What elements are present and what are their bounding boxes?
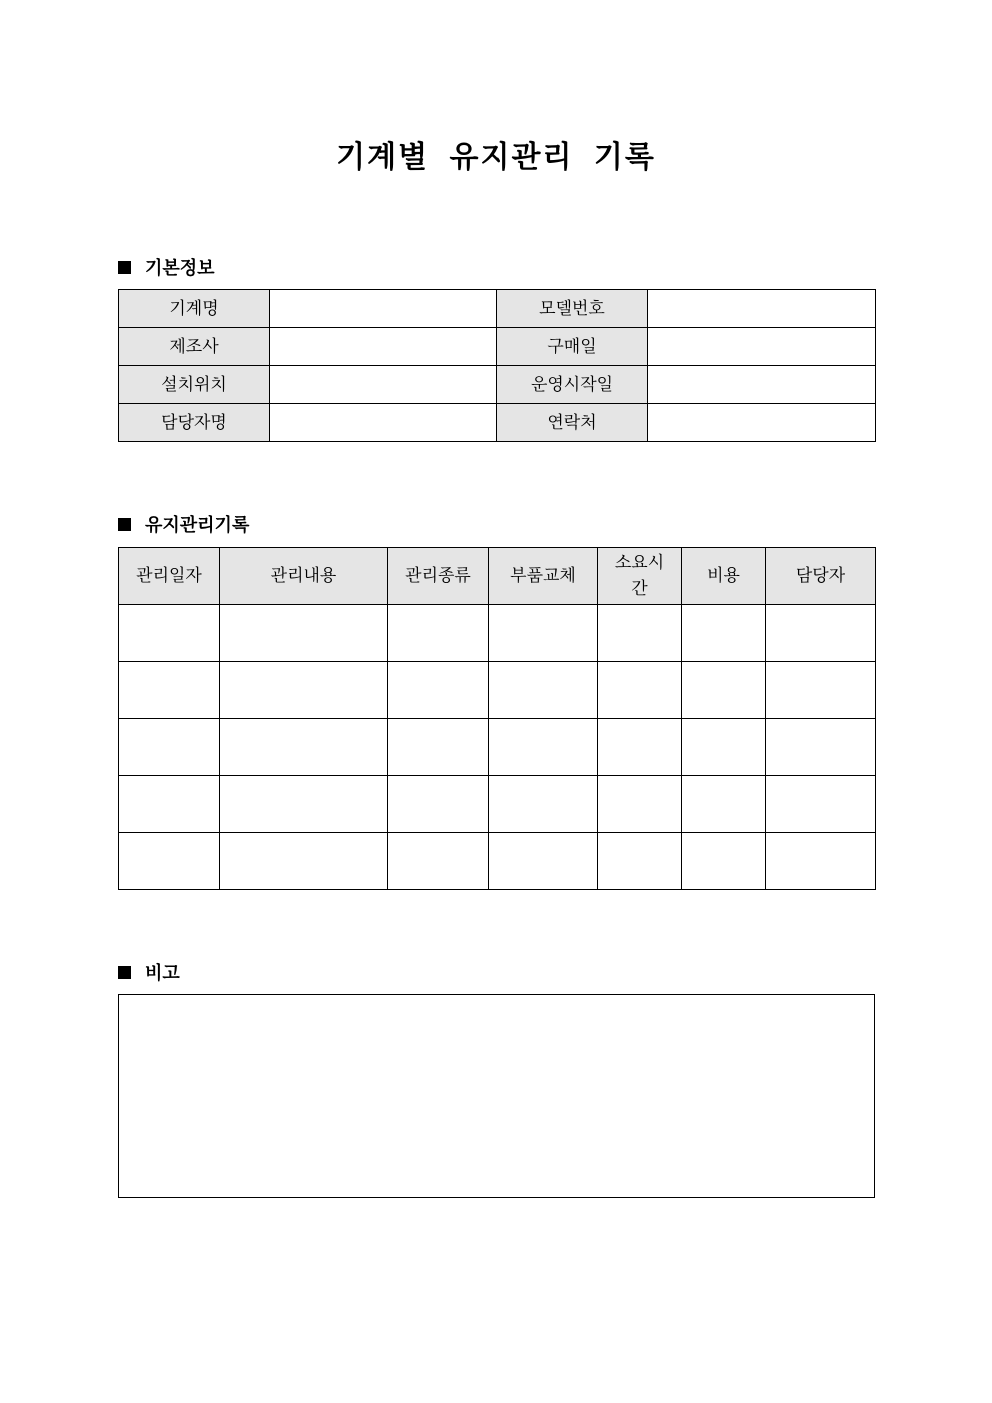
install-location-field[interactable] — [270, 366, 497, 404]
record-cell[interactable] — [220, 605, 388, 662]
column-header-manager: 담당자 — [766, 548, 876, 605]
column-header-date: 관리일자 — [119, 548, 220, 605]
remarks-heading — [118, 959, 180, 985]
label-model-number: 모델번호 — [497, 290, 648, 328]
record-cell[interactable] — [598, 605, 682, 662]
record-cell[interactable] — [766, 776, 876, 833]
record-cell[interactable] — [388, 776, 489, 833]
square-bullet-icon — [118, 966, 131, 979]
label-contact: 연락처 — [497, 404, 648, 442]
record-cell[interactable] — [682, 833, 766, 890]
remarks-heading-text: 비고 — [145, 963, 180, 984]
document-title: 기계별 유지관리 기록 — [336, 140, 656, 175]
operation-start-date-field[interactable] — [648, 366, 876, 404]
record-cell[interactable] — [489, 662, 598, 719]
record-cell[interactable] — [388, 662, 489, 719]
square-bullet-icon — [118, 261, 131, 274]
record-cell[interactable] — [388, 605, 489, 662]
record-cell[interactable] — [388, 833, 489, 890]
record-cell[interactable] — [489, 605, 598, 662]
basic-info-table — [118, 289, 876, 442]
record-cell[interactable] — [489, 776, 598, 833]
model-number-field[interactable] — [648, 290, 876, 328]
record-cell[interactable] — [598, 719, 682, 776]
table-header-row — [119, 548, 876, 605]
maintenance-records-heading-text: 유지관리기록 — [145, 515, 250, 536]
record-cell[interactable] — [220, 776, 388, 833]
machine-name-field[interactable] — [270, 290, 497, 328]
maintenance-records-heading — [118, 511, 249, 537]
contact-field[interactable] — [648, 404, 876, 442]
record-cell[interactable] — [682, 662, 766, 719]
record-cell[interactable] — [119, 833, 220, 890]
table-row — [119, 404, 876, 442]
table-row — [119, 328, 876, 366]
label-purchase-date: 구매일 — [497, 328, 648, 366]
table-row — [119, 662, 876, 719]
column-header-cost: 비용 — [682, 548, 766, 605]
manager-name-field[interactable] — [270, 404, 497, 442]
record-cell[interactable] — [766, 833, 876, 890]
record-cell[interactable] — [388, 719, 489, 776]
table-row — [119, 290, 876, 328]
record-cell[interactable] — [682, 776, 766, 833]
record-cell[interactable] — [682, 605, 766, 662]
table-row — [119, 605, 876, 662]
record-cell[interactable] — [598, 776, 682, 833]
label-machine-name: 기계명 — [119, 290, 270, 328]
record-cell[interactable] — [119, 662, 220, 719]
square-bullet-icon — [118, 518, 131, 531]
record-cell[interactable] — [119, 605, 220, 662]
record-cell[interactable] — [598, 833, 682, 890]
column-header-time-required: 소요시간 — [598, 548, 682, 605]
record-cell[interactable] — [119, 776, 220, 833]
maintenance-records-table — [118, 547, 876, 890]
record-cell[interactable] — [220, 833, 388, 890]
record-cell[interactable] — [489, 719, 598, 776]
label-manufacturer: 제조사 — [119, 328, 270, 366]
record-cell[interactable] — [766, 605, 876, 662]
remarks-box[interactable] — [118, 994, 875, 1198]
record-cell[interactable] — [220, 719, 388, 776]
column-header-parts-replaced: 부품교체 — [489, 548, 598, 605]
table-row — [119, 719, 876, 776]
purchase-date-field[interactable] — [648, 328, 876, 366]
manufacturer-field[interactable] — [270, 328, 497, 366]
column-header-type: 관리종류 — [388, 548, 489, 605]
record-cell[interactable] — [220, 662, 388, 719]
record-cell[interactable] — [766, 662, 876, 719]
basic-info-heading — [118, 254, 215, 280]
basic-info-heading-text: 기본정보 — [145, 258, 215, 279]
label-manager-name: 담당자명 — [119, 404, 270, 442]
table-row — [119, 776, 876, 833]
record-cell[interactable] — [766, 719, 876, 776]
column-header-content: 관리내용 — [220, 548, 388, 605]
table-row — [119, 833, 876, 890]
label-operation-start-date: 운영시작일 — [497, 366, 648, 404]
label-install-location: 설치위치 — [119, 366, 270, 404]
table-row — [119, 366, 876, 404]
record-cell[interactable] — [119, 719, 220, 776]
record-cell[interactable] — [598, 662, 682, 719]
record-cell[interactable] — [489, 833, 598, 890]
record-cell[interactable] — [682, 719, 766, 776]
